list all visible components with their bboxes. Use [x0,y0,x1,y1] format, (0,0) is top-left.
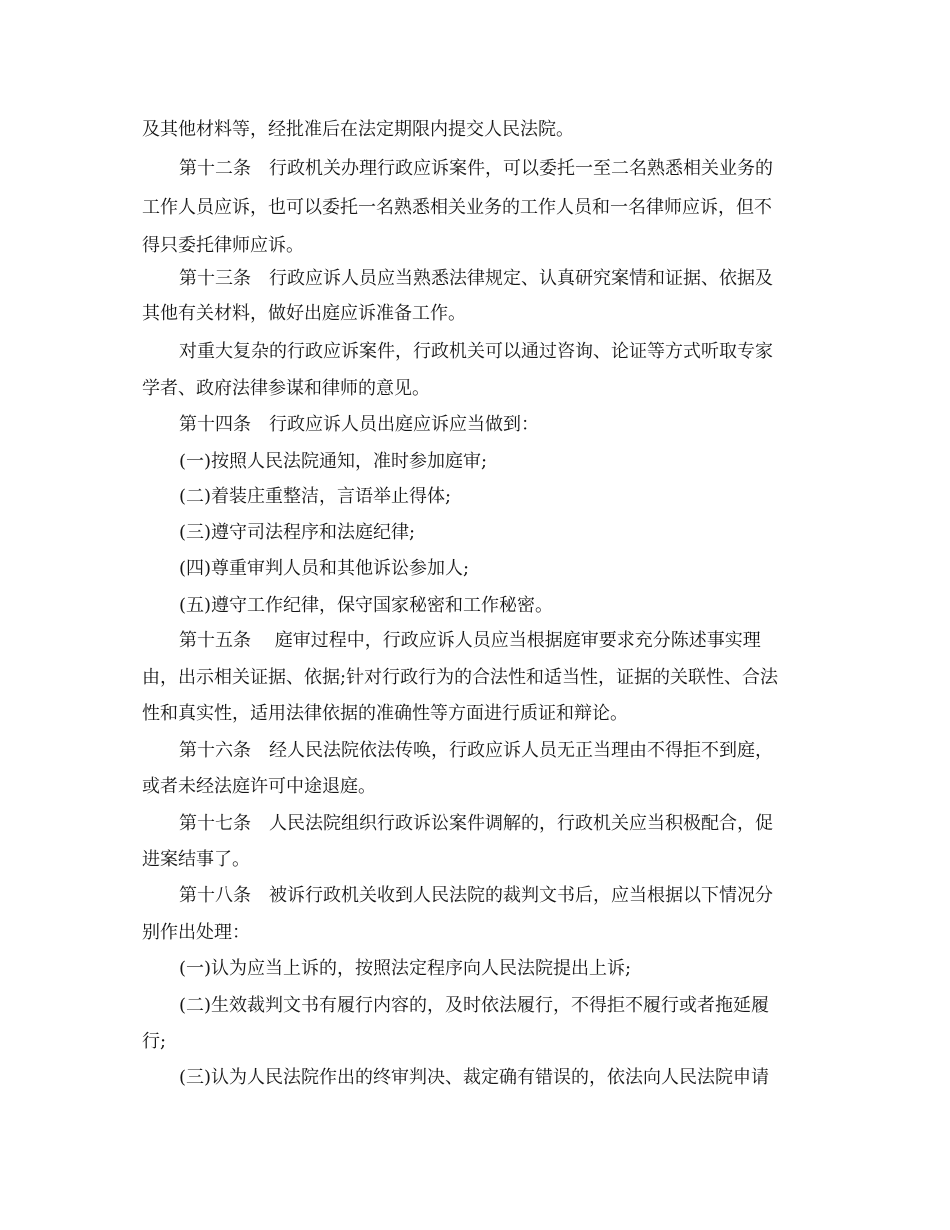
article-14-line-1: 第十四条 行政应诉人员出庭应诉应当做到： [179,414,539,435]
article-15-line-2: 由，出示相关证据、依据;针对行政行为的合法性和适当性，证据的关联性、合法 [142,667,779,688]
list-item-7-line-1: (二)生效裁判文书有履行内容的，及时依法履行，不得拒不履行或者拖延履 [179,995,770,1016]
article-15-line-1: 第十五条 庭审过程中，行政应诉人员应当根据庭审要求充分陈述事实理 [179,630,761,651]
paragraph-line-2: 学者、政府法律参谋和律师的意见。 [142,378,430,399]
article-16-line-2: 或者未经法庭许可中途退庭。 [142,776,376,797]
article-12-line-1: 第十二条 行政机关办理行政应诉案件，可以委托一至二名熟悉相关业务的 [179,158,773,179]
article-13-line-2: 其他有关材料，做好出庭应诉准备工作。 [142,303,466,324]
article-16-line-1: 第十六条 经人民法院依法传唤，行政应诉人员无正当理由不得拒不到庭， [179,740,773,761]
list-item-1: (一)按照人民法院通知，准时参加庭审; [179,451,488,472]
text-line-1: 及其他材料等，经批准后在法定期限内提交人民法院。 [142,119,574,140]
article-12-line-3: 得只委托律师应诉。 [142,235,304,256]
list-item-6: (一)认为应当上诉的，按照法定程序向人民法院提出上诉; [179,958,632,979]
article-13-line-1: 第十三条 行政应诉人员应当熟悉法律规定、认真研究案情和证据、依据及 [179,268,773,289]
list-item-2: (二)着装庄重整洁，言语举止得体; [179,486,452,507]
article-18-line-1: 第十八条 被诉行政机关收到人民法院的裁判文书后，应当根据以下情况分 [179,885,773,906]
list-item-5: (五)遵守工作纪律，保守国家秘密和工作秘密。 [179,595,554,616]
article-17-line-1: 第十七条 人民法院组织行政诉讼案件调解的，行政机关应当积极配合，促 [179,813,773,834]
list-item-7-line-2: 行; [142,1031,167,1052]
paragraph-line-1: 对重大复杂的行政应诉案件，行政机关可以通过咨询、论证等方式听取专家 [179,341,773,362]
article-17-line-2: 进案结事了。 [142,849,250,870]
article-15-line-3: 性和真实性，适用法律依据的准确性等方面进行质证和辩论。 [142,703,628,724]
list-item-8: (三)认为人民法院作出的终审判决、裁定确有错误的，依法向人民法院申请 [179,1067,770,1088]
list-item-3: (三)遵守司法程序和法庭纪律; [179,522,416,543]
article-18-line-2: 别作出处理： [142,922,250,943]
article-12-line-2: 工作人员应诉，也可以委托一名熟悉相关业务的工作人员和一名律师应诉，但不 [142,197,772,218]
list-item-4: (四)尊重审判人员和其他诉讼参加人; [179,558,470,579]
